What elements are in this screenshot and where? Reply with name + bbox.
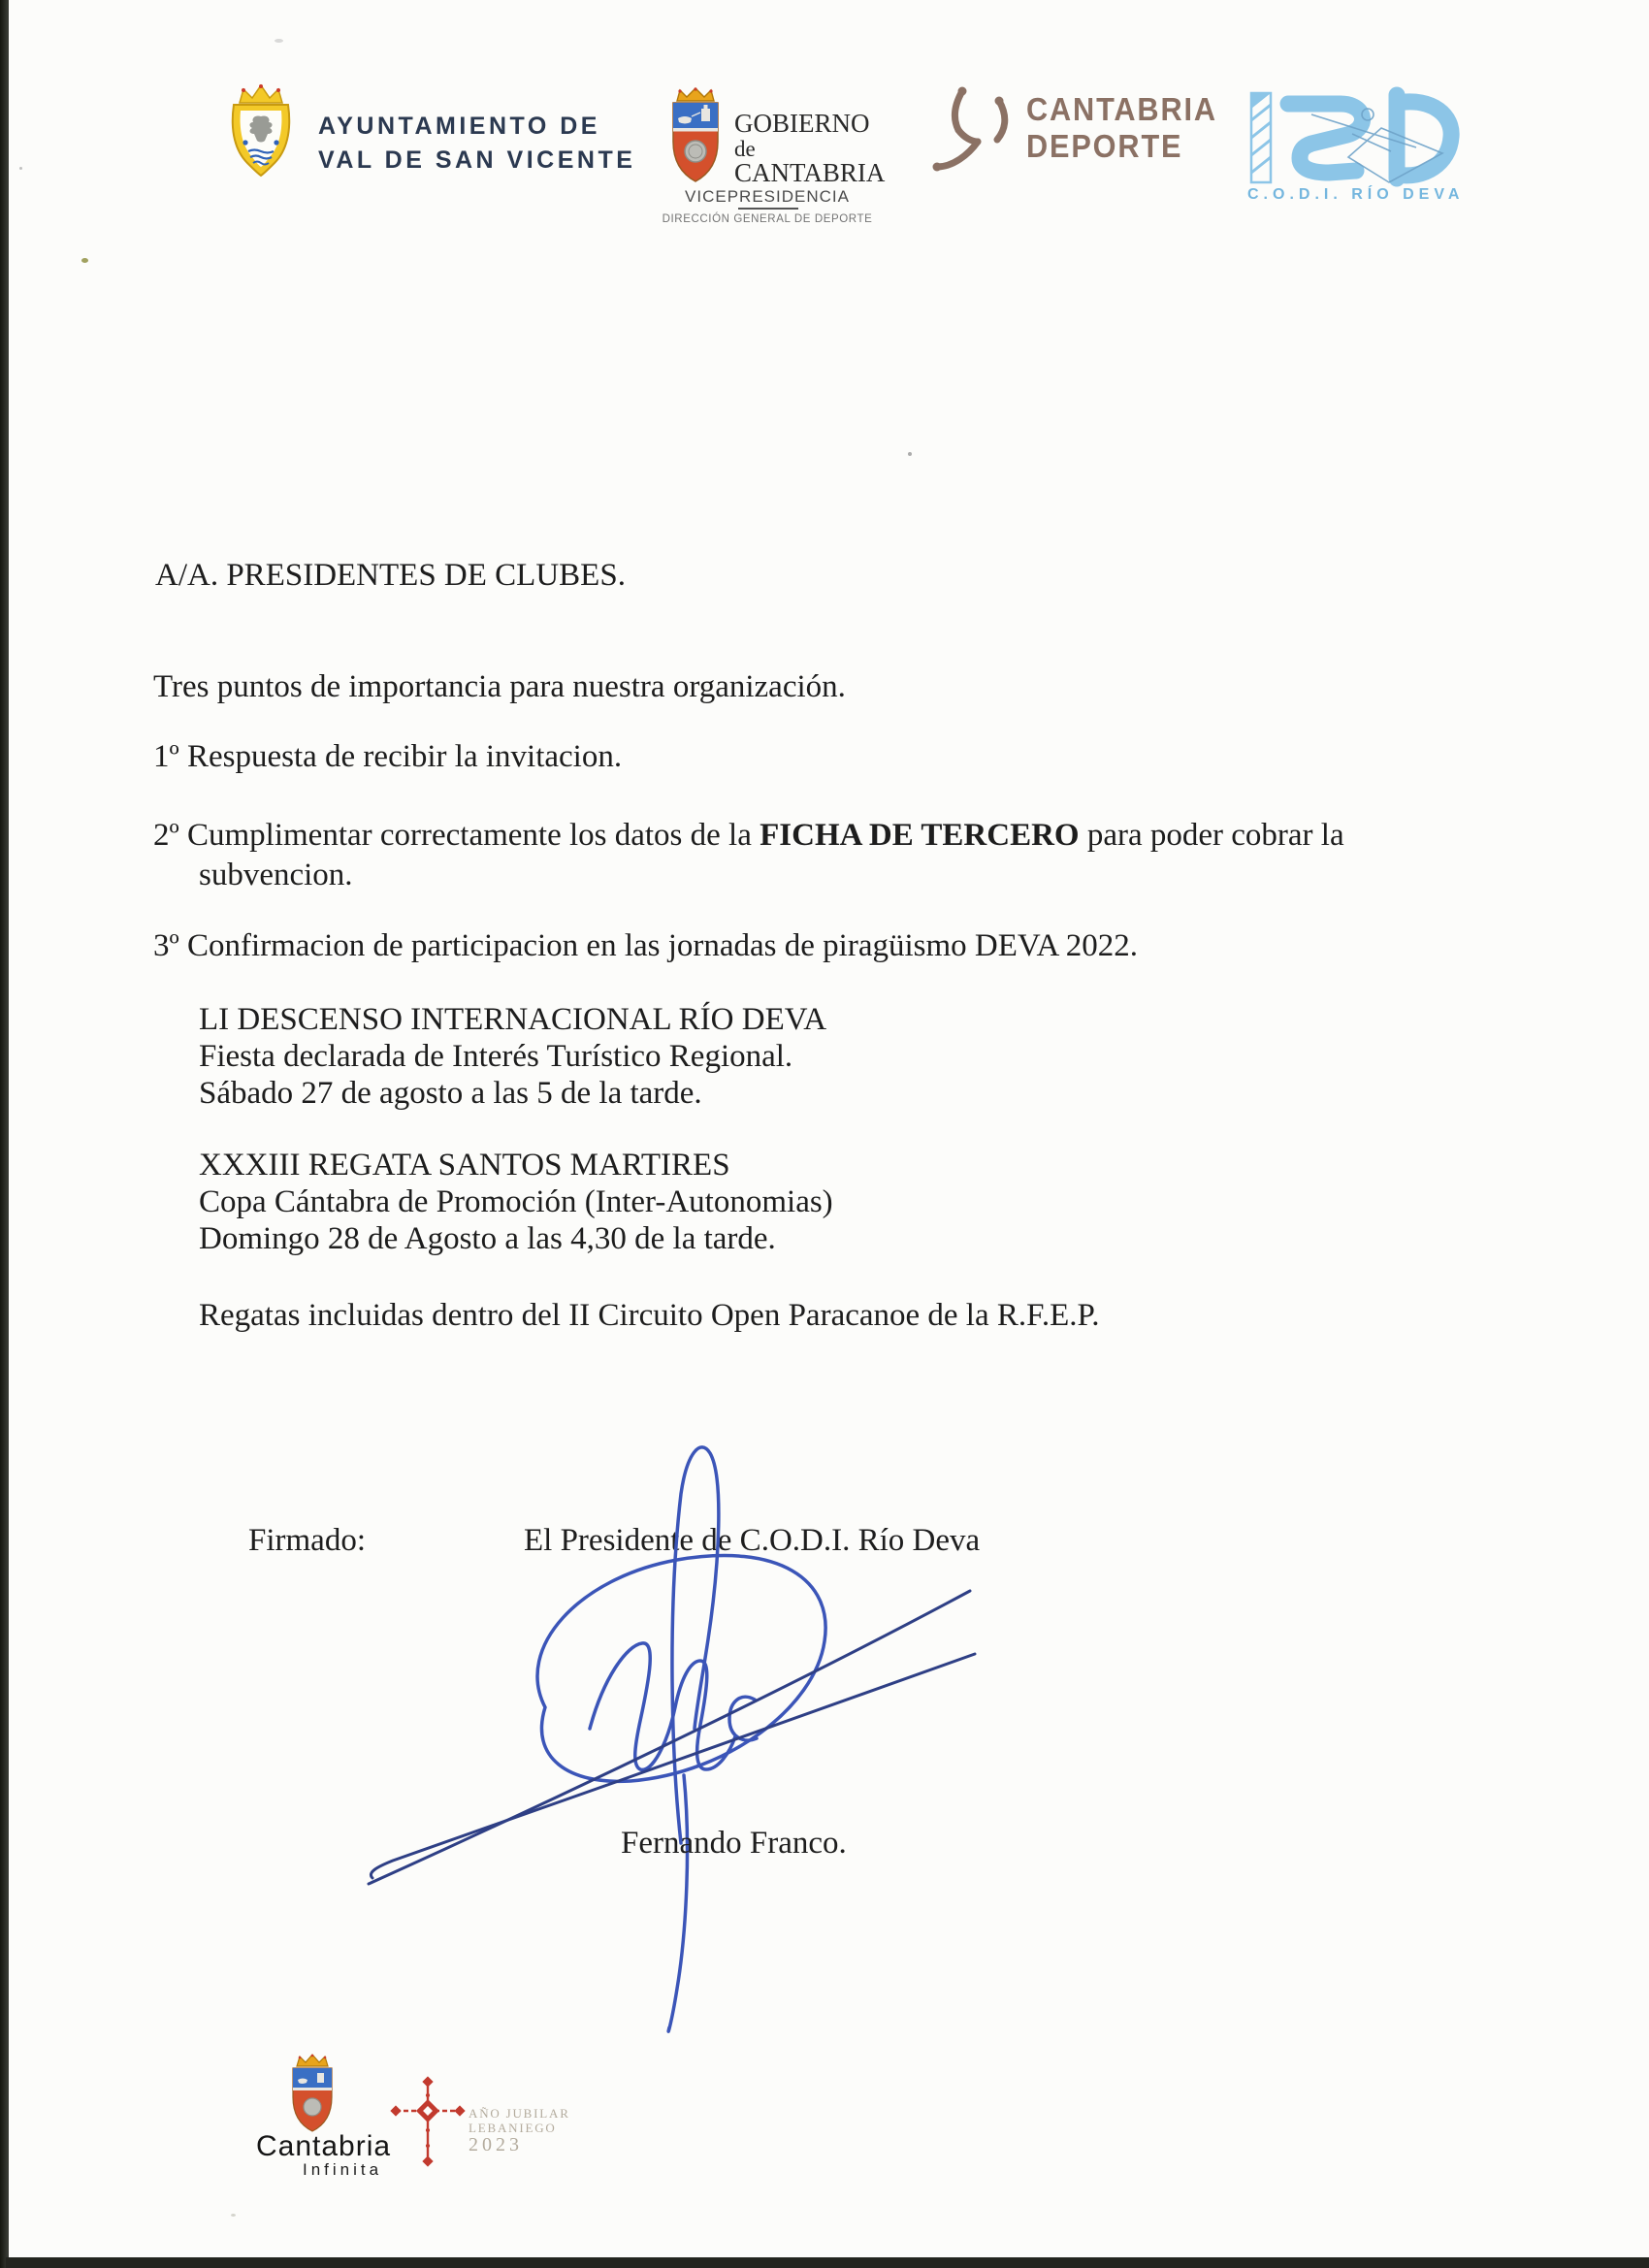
jubilar-line1: AÑO JUBILAR bbox=[469, 2106, 570, 2121]
event1-title: LI DESCENSO INTERNACIONAL RÍO DEVA bbox=[199, 1002, 827, 1037]
cantabria-infinita-line1: Cantabria bbox=[256, 2130, 392, 2162]
jubilar-year: 2023 bbox=[469, 2134, 523, 2155]
gobierno-line2: de bbox=[734, 137, 756, 161]
ayuntamiento-name-line2: VAL DE SAN VICENTE bbox=[318, 146, 636, 174]
jubilar-line2: LEBANIEGO bbox=[469, 2121, 557, 2135]
salutation-line: A/A. PRESIDENTES DE CLUBES. bbox=[155, 558, 626, 593]
cantabria-infinita-crest-icon bbox=[287, 2053, 338, 2136]
event1-datetime: Sábado 27 de agosto a las 5 de la tarde. bbox=[199, 1076, 702, 1111]
handwritten-signature bbox=[340, 1387, 1038, 2047]
event1-subtitle: Fiesta declarada de Interés Turístico Regional. bbox=[199, 1039, 793, 1074]
cantabria-deporte-line2: DEPORTE bbox=[1026, 128, 1183, 164]
cantabria-deporte-line1: CANTABRIA bbox=[1026, 91, 1217, 127]
gobierno-line3: CANTABRIA bbox=[734, 158, 886, 187]
signer-name-line: Fernando Franco. bbox=[621, 1826, 847, 1861]
direccion-deporte-label: DIRECCIÓN GENERAL DE DEPORTE bbox=[662, 213, 873, 225]
vicepresidencia-underline bbox=[738, 208, 798, 210]
event2-subtitle: Copa Cántabra de Promoción (Inter-Autonomias) bbox=[199, 1184, 833, 1219]
scan-speck bbox=[908, 452, 912, 456]
point-2-line1 bbox=[153, 818, 1344, 855]
point-2-text-post: para poder cobrar la bbox=[1079, 818, 1344, 853]
event2-datetime: Domingo 28 de Agosto a las 4,30 de la tarde. bbox=[199, 1221, 776, 1256]
lebaniego-cross-icon bbox=[390, 2074, 466, 2169]
note-line: Regatas incluidas dentro del II Circuito Open Paracanoe de la R.F.E.P. bbox=[199, 1298, 1100, 1333]
cantabria-deporte-icon bbox=[929, 83, 1015, 177]
point-2-line2: subvencion. bbox=[199, 858, 353, 892]
scan-speck bbox=[231, 2214, 236, 2217]
codi-caption: C.O.D.I. RÍO DEVA bbox=[1247, 186, 1465, 203]
point-1-line: 1º Respuesta de recibir la invitacion. bbox=[153, 739, 623, 774]
codi-rio-deva-logo-icon bbox=[1244, 78, 1462, 194]
point-2-bold-phrase: FICHA DE TERCERO bbox=[760, 818, 1080, 853]
scan-speck bbox=[275, 39, 283, 43]
scan-speck bbox=[19, 167, 22, 170]
intro-line: Tres puntos de importancia para nuestra organización. bbox=[153, 669, 846, 704]
scan-edge-left bbox=[0, 0, 9, 2268]
event2-title: XXXIII REGATA SANTOS MARTIRES bbox=[199, 1148, 730, 1183]
val-de-san-vicente-crest-icon bbox=[221, 81, 301, 186]
point-3-line: 3º Confirmacion de participacion en las jornadas de piragüismo DEVA 2022. bbox=[153, 928, 1138, 963]
ayuntamiento-name-line1: AYUNTAMIENTO DE bbox=[318, 113, 600, 140]
signed-by-line: El Presidente de C.O.D.I. Río Deva bbox=[524, 1523, 981, 1558]
cantabria-infinita-line2: Infinita bbox=[303, 2160, 383, 2179]
scan-edge-bottom bbox=[6, 2257, 1649, 2268]
gobierno-line1: GOBIERNO bbox=[734, 109, 870, 138]
point-2-text-pre: 2º Cumplimentar correctamente los datos de la bbox=[153, 818, 760, 853]
scan-speck bbox=[81, 258, 88, 263]
gobierno-cantabria-crest-icon bbox=[665, 85, 726, 188]
vicepresidencia-label: VICEPRESIDENCIA bbox=[685, 187, 850, 206]
signed-label: Firmado: bbox=[248, 1523, 366, 1558]
